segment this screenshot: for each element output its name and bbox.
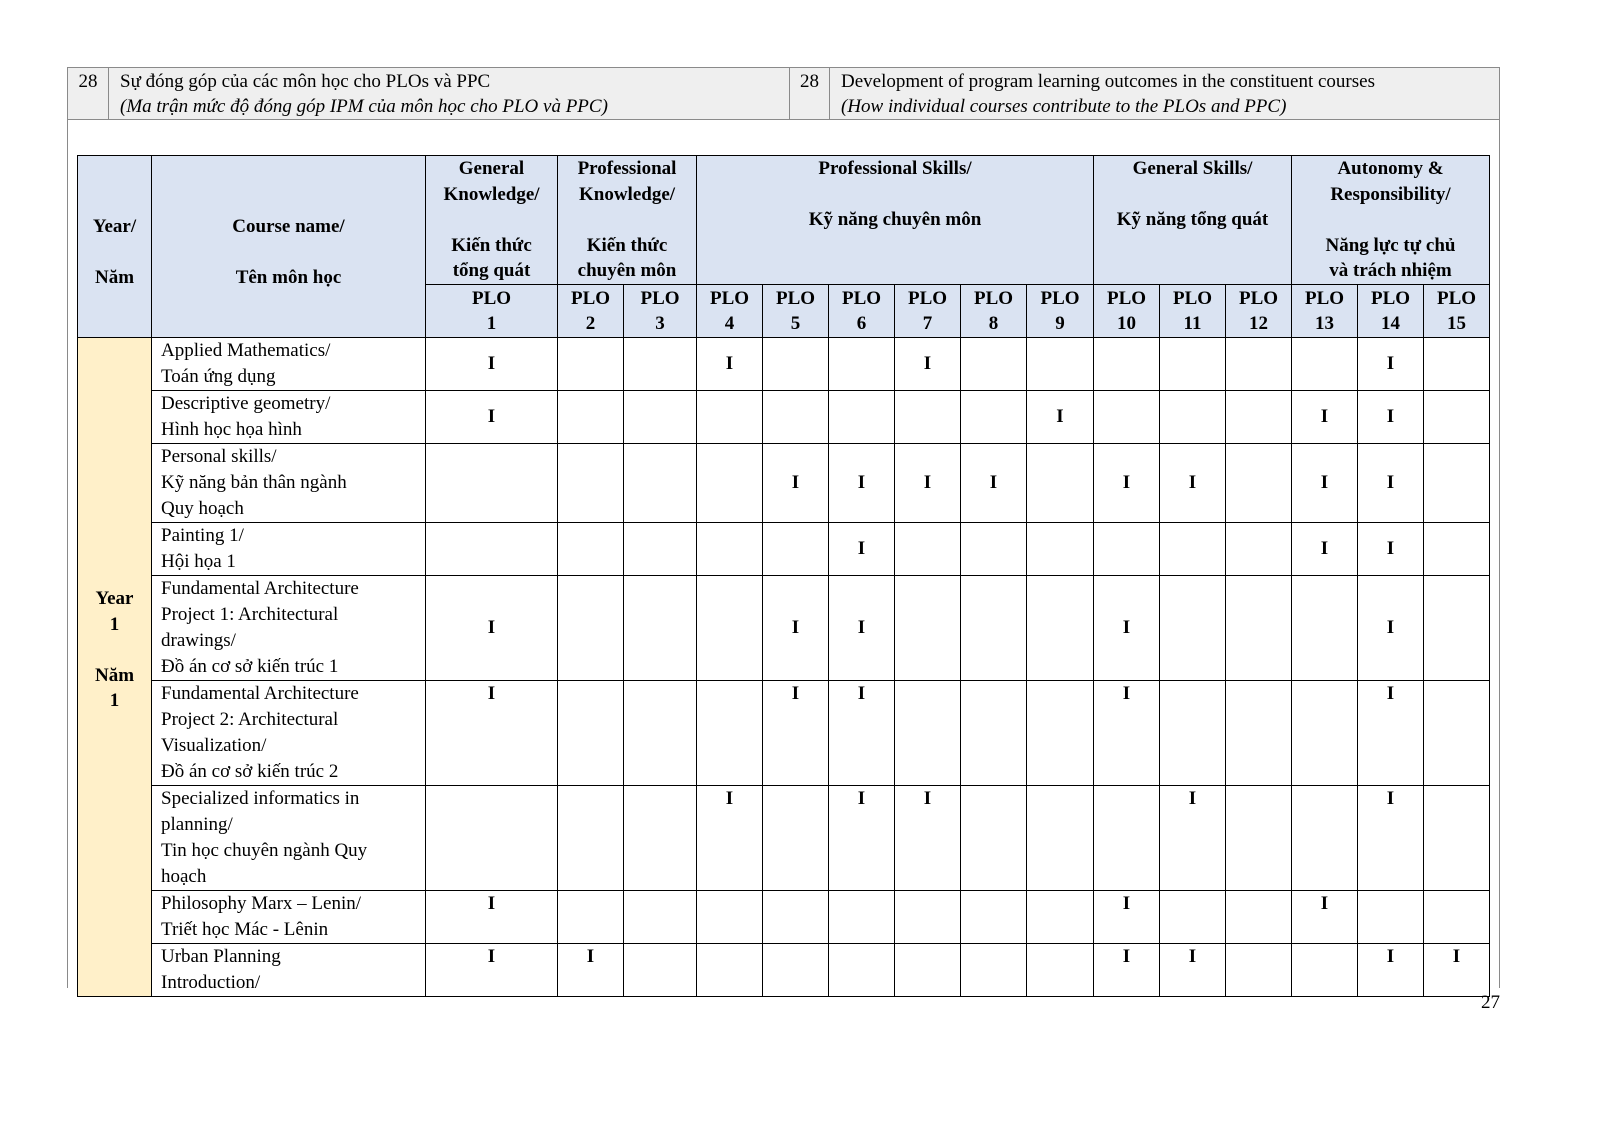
section-subtitle-vi: (Ma trận mức độ đóng góp IPM của môn học cho PLO và PPC) <box>120 96 608 117</box>
plo-11-mark: I <box>1160 944 1226 997</box>
plo-7-mark <box>895 944 961 997</box>
course-name <box>152 576 426 681</box>
text-line: tổng quát <box>452 260 531 281</box>
plo-5-mark: I <box>763 576 829 681</box>
plo-2-mark <box>558 681 624 786</box>
text-line: Kiến thức <box>451 234 532 256</box>
year-1-cell <box>78 338 152 997</box>
plo-number: 12 <box>1249 313 1268 334</box>
text-line <box>1094 182 1291 208</box>
text-line: General <box>458 158 525 179</box>
plo-14-mark <box>1358 891 1424 944</box>
plo-3-mark <box>624 944 697 997</box>
plo-5-mark: I <box>763 444 829 523</box>
plo-number: 15 <box>1447 313 1466 334</box>
plo-10-mark: I <box>1094 944 1160 997</box>
plo-15-header <box>1424 285 1490 338</box>
text-line <box>426 207 557 233</box>
plo-11-mark <box>1160 523 1226 576</box>
plo-number: 11 <box>1183 313 1202 334</box>
plo-number: 13 <box>1315 313 1334 334</box>
plo-1-mark <box>426 444 558 523</box>
course-name <box>152 786 426 891</box>
year-column-header <box>78 156 152 338</box>
course-row <box>78 944 1490 997</box>
plo-5-mark: I <box>763 681 829 786</box>
plo-7-mark <box>895 891 961 944</box>
plo-2-mark <box>558 891 624 944</box>
plo-10-mark <box>1094 523 1160 576</box>
course-column-header <box>152 156 426 338</box>
plo-2-mark <box>558 576 624 681</box>
plo-9-mark <box>1027 891 1094 944</box>
plo-6-mark <box>829 391 895 444</box>
plo-1-mark <box>426 786 558 891</box>
group-autonomy-responsibility-header <box>1292 156 1490 285</box>
course-name-line: Toán ứng dụng <box>161 366 276 387</box>
course-name-line: drawings/ <box>161 630 236 651</box>
plo-15-mark <box>1424 681 1490 786</box>
plo-11-mark: I <box>1160 444 1226 523</box>
plo-12-mark <box>1226 338 1292 391</box>
course-row <box>78 786 1490 891</box>
plo-13-mark <box>1292 681 1358 786</box>
plo-number: 9 <box>1055 313 1065 334</box>
plo-10-mark: I <box>1094 681 1160 786</box>
plo-15-mark <box>1424 891 1490 944</box>
plo-12-mark <box>1226 681 1292 786</box>
course-name-line: Đồ án cơ sở kiến trúc 1 <box>161 656 339 677</box>
plo-number: 10 <box>1117 313 1136 334</box>
course-name-line: Urban Planning <box>161 946 281 967</box>
plo-13-mark <box>1292 338 1358 391</box>
plo-7-mark <box>895 523 961 576</box>
plo-4-mark <box>697 891 763 944</box>
plo-8-mark <box>961 338 1027 391</box>
plo-2-header <box>558 285 624 338</box>
course-name <box>152 944 426 997</box>
text-line <box>1292 207 1489 233</box>
course-name-line: hoạch <box>161 866 207 887</box>
plo-number: 3 <box>655 313 665 334</box>
course-row <box>78 681 1490 786</box>
text-line: 1 <box>109 613 120 635</box>
text-line: Autonomy & <box>1337 158 1444 179</box>
course-name-line: Project 1: Architectural <box>161 604 339 625</box>
course-name-line: Introduction/ <box>161 972 261 993</box>
group-professional-skills-header <box>697 156 1094 285</box>
plo-1-mark: I <box>426 944 558 997</box>
plo-5-mark <box>763 891 829 944</box>
plo-1-mark: I <box>426 891 558 944</box>
plo-13-mark <box>1292 786 1358 891</box>
plo-3-mark <box>624 523 697 576</box>
plo-number: 6 <box>856 313 867 334</box>
section-number-right-text: 28 <box>800 71 819 92</box>
plo-5-header <box>763 285 829 338</box>
plo-3-mark <box>624 891 697 944</box>
text-line: Course name/ <box>232 216 345 238</box>
plo-9-mark <box>1027 444 1094 523</box>
plo-14-mark: I <box>1358 944 1424 997</box>
plo-3-mark <box>624 444 697 523</box>
course-name-line: Fundamental Architecture <box>161 578 359 599</box>
plo-11-mark <box>1160 891 1226 944</box>
text-line: Kỹ năng chuyên môn <box>808 209 982 230</box>
plo-7-mark <box>895 576 961 681</box>
plo-8-header <box>961 285 1027 338</box>
plo-5-mark <box>763 523 829 576</box>
plo-9-mark <box>1027 681 1094 786</box>
section-title-right <box>830 68 1498 119</box>
plo-1-header <box>426 285 558 338</box>
plo-5-mark <box>763 944 829 997</box>
plo-2-mark: I <box>558 944 624 997</box>
plo-6-mark <box>829 891 895 944</box>
plo-3-mark <box>624 391 697 444</box>
plo-11-mark <box>1160 338 1226 391</box>
section-number-left-text: 28 <box>78 71 98 92</box>
plo-9-mark <box>1027 786 1094 891</box>
plo-8-mark: I <box>961 444 1027 523</box>
course-row <box>78 891 1490 944</box>
plo-12-mark <box>1226 891 1292 944</box>
plo-label: PLO <box>640 287 680 309</box>
text-line <box>697 182 1093 208</box>
plo-7-mark <box>895 391 961 444</box>
course-name-line: Hình học họa hình <box>161 419 302 440</box>
plo-13-mark <box>1292 576 1358 681</box>
plo-11-mark: I <box>1160 786 1226 891</box>
plo-4-mark <box>697 944 763 997</box>
plo-2-mark <box>558 444 624 523</box>
plo-6-header <box>829 285 895 338</box>
plo-12-mark <box>1226 444 1292 523</box>
plo-9-mark <box>1027 944 1094 997</box>
course-row <box>78 523 1490 576</box>
text-line: 1 <box>109 690 120 711</box>
plo-11-mark <box>1160 391 1226 444</box>
text-line: Tên môn học <box>235 267 342 289</box>
plo-1-mark: I <box>426 681 558 786</box>
plo-13-mark: I <box>1292 444 1358 523</box>
text-line: chuyên môn <box>577 260 677 281</box>
plo-12-mark <box>1226 786 1292 891</box>
plo-5-mark <box>763 338 829 391</box>
text-line: Năng lực tự chủ <box>1325 234 1456 256</box>
plo-number: 7 <box>922 313 933 334</box>
plo-11-mark <box>1160 681 1226 786</box>
text-line: Professional Skills/ <box>818 158 972 179</box>
section-subtitle-en: (How individual courses contribute to the PLOs and PPC) <box>841 96 1287 117</box>
plo-label: PLO <box>973 287 1014 309</box>
plo-label: PLO <box>1172 287 1213 309</box>
plo-13-mark: I <box>1292 391 1358 444</box>
plo-9-mark <box>1027 338 1094 391</box>
course-name-line: Fundamental Architecture <box>161 683 359 704</box>
plo-12-mark <box>1226 944 1292 997</box>
text-line: Year/ <box>92 216 137 238</box>
plo-6-mark: I <box>829 681 895 786</box>
plo-6-mark: I <box>829 786 895 891</box>
plo-14-mark: I <box>1358 523 1424 576</box>
plo-8-mark <box>961 681 1027 786</box>
page-number: 27 <box>1481 992 1500 1013</box>
plo-13-mark: I <box>1292 891 1358 944</box>
text-line: Năm <box>94 664 135 686</box>
plo-8-mark <box>961 391 1027 444</box>
plo-15-mark <box>1424 786 1490 891</box>
plo-1-mark <box>426 523 558 576</box>
header-row-groups <box>78 156 1490 285</box>
section-title-vi: Sự đóng góp của các môn học cho PLOs và PPC <box>120 71 491 92</box>
plo-3-mark <box>624 576 697 681</box>
course-name-line: Descriptive geometry/ <box>161 393 331 414</box>
plo-15-mark <box>1424 444 1490 523</box>
plo-8-mark <box>961 576 1027 681</box>
plo-label: PLO <box>1106 287 1147 309</box>
text-line <box>78 240 151 266</box>
plo-13-mark <box>1292 944 1358 997</box>
plo-14-mark: I <box>1358 681 1424 786</box>
plo-10-mark: I <box>1094 576 1160 681</box>
plo-6-mark <box>829 944 895 997</box>
text-line <box>78 637 151 663</box>
course-name-line: Kỹ năng bản thân ngành <box>161 472 347 493</box>
plo-number: 8 <box>988 313 999 334</box>
course-name-line: Specialized informatics in <box>161 788 360 809</box>
plo-6-mark: I <box>829 523 895 576</box>
plo-10-mark <box>1094 391 1160 444</box>
course-name-line: Đồ án cơ sở kiến trúc 2 <box>161 761 339 782</box>
plo-8-mark <box>961 944 1027 997</box>
group-general-skills-header <box>1094 156 1292 285</box>
course-name-line: Tin học chuyên ngành Quy <box>161 840 368 861</box>
plo-label: PLO <box>471 287 512 309</box>
text-line: Kiến thức <box>586 234 668 256</box>
course-name-line: Painting 1/ <box>161 525 244 546</box>
plo-label: PLO <box>1370 287 1411 309</box>
plo-2-mark <box>558 338 624 391</box>
plo-10-mark: I <box>1094 891 1160 944</box>
plo-15-mark <box>1424 391 1490 444</box>
plo-label: PLO <box>841 287 882 309</box>
plo-2-mark <box>558 391 624 444</box>
plo-15-mark: I <box>1424 944 1490 997</box>
course-name <box>152 891 426 944</box>
plo-number: 5 <box>790 313 801 334</box>
plo-12-mark <box>1226 576 1292 681</box>
plo-3-mark <box>624 681 697 786</box>
plo-12-mark <box>1226 391 1292 444</box>
plo-11-header <box>1160 285 1226 338</box>
group-general-knowledge-header <box>426 156 558 285</box>
plo-1-mark: I <box>426 576 558 681</box>
plo-8-mark <box>961 523 1027 576</box>
course-name <box>152 391 426 444</box>
plo-number: 2 <box>585 313 596 334</box>
plo-7-mark: I <box>895 786 961 891</box>
plo-4-mark: I <box>697 786 763 891</box>
plo-4-mark <box>697 391 763 444</box>
plo-number: 14 <box>1381 313 1400 334</box>
text-line <box>558 207 696 233</box>
text-line: General Skills/ <box>1132 158 1253 179</box>
plo-label: PLO <box>1304 287 1345 309</box>
plo-9-mark <box>1027 576 1094 681</box>
plo-13-mark: I <box>1292 523 1358 576</box>
plo-number: 4 <box>724 313 735 334</box>
plo-13-header <box>1292 285 1358 338</box>
plo-label: PLO <box>775 287 816 309</box>
text-line: Knowledge/ <box>578 183 676 205</box>
course-name <box>152 338 426 391</box>
plo-3-mark <box>624 786 697 891</box>
section-number-left <box>68 68 109 119</box>
course-name-line: Visualization/ <box>161 735 267 756</box>
course-name <box>152 523 426 576</box>
section-title-en: Development of program learning outcomes in the constituent courses <box>841 71 1375 92</box>
course-name <box>152 444 426 523</box>
plo-1-mark: I <box>426 338 558 391</box>
plo-label: PLO <box>907 287 948 309</box>
plo-7-header <box>895 285 961 338</box>
course-name <box>152 681 426 786</box>
section-title-left <box>109 68 789 119</box>
text-line: Professional <box>577 158 677 179</box>
course-name-line: Project 2: Architectural <box>161 709 339 730</box>
plo-5-mark <box>763 391 829 444</box>
plo-14-mark: I <box>1358 786 1424 891</box>
course-row <box>78 338 1490 391</box>
plo-3-header <box>624 285 697 338</box>
text-line: Knowledge/ <box>443 183 540 205</box>
plo-14-mark: I <box>1358 391 1424 444</box>
plo-6-mark: I <box>829 444 895 523</box>
course-row <box>78 444 1490 523</box>
section-header <box>67 67 1500 120</box>
plo-15-mark <box>1424 523 1490 576</box>
plo-number: 1 <box>486 313 497 334</box>
plo-6-mark <box>829 338 895 391</box>
plo-8-mark <box>961 786 1027 891</box>
plo-2-mark <box>558 786 624 891</box>
course-row <box>78 391 1490 444</box>
section-number-right <box>789 68 830 119</box>
plo-14-header <box>1358 285 1424 338</box>
plo-1-mark: I <box>426 391 558 444</box>
plo-15-mark <box>1424 338 1490 391</box>
plo-10-mark <box>1094 338 1160 391</box>
text-line: Year <box>95 588 134 609</box>
plo-10-mark: I <box>1094 444 1160 523</box>
plo-9-mark: I <box>1027 391 1094 444</box>
plo-11-mark <box>1160 576 1226 681</box>
course-name-line: Applied Mathematics/ <box>161 340 331 361</box>
plo-4-header <box>697 285 763 338</box>
text-line: Năm <box>94 267 135 289</box>
course-name-line: Personal skills/ <box>161 446 277 467</box>
plo-6-mark: I <box>829 576 895 681</box>
plo-7-mark <box>895 681 961 786</box>
plo-label: PLO <box>709 287 750 309</box>
text-line: Kỹ năng tổng quát <box>1116 209 1269 230</box>
plo-8-mark <box>961 891 1027 944</box>
course-name-line: Triết học Mác - Lênin <box>161 919 329 940</box>
plo-2-mark <box>558 523 624 576</box>
plo-label: PLO <box>1238 287 1279 309</box>
plo-contribution-matrix <box>77 155 1490 997</box>
plo-10-mark <box>1094 786 1160 891</box>
plo-4-mark: I <box>697 338 763 391</box>
text-line <box>152 240 425 266</box>
plo-7-mark: I <box>895 444 961 523</box>
plo-7-mark: I <box>895 338 961 391</box>
plo-3-mark <box>624 338 697 391</box>
plo-12-header <box>1226 285 1292 338</box>
group-professional-knowledge-header <box>558 156 697 285</box>
plo-label: PLO <box>1040 287 1080 309</box>
text-line: và trách nhiệm <box>1329 260 1452 281</box>
plo-9-header <box>1027 285 1094 338</box>
course-row <box>78 576 1490 681</box>
plo-label: PLO <box>1436 287 1477 309</box>
plo-label: PLO <box>570 287 611 309</box>
plo-9-mark <box>1027 523 1094 576</box>
course-name-line: Hội họa 1 <box>161 551 236 572</box>
course-name-line: planning/ <box>161 814 233 835</box>
plo-14-mark: I <box>1358 338 1424 391</box>
plo-14-mark: I <box>1358 576 1424 681</box>
plo-4-mark <box>697 576 763 681</box>
plo-5-mark <box>763 786 829 891</box>
plo-14-mark: I <box>1358 444 1424 523</box>
plo-4-mark <box>697 444 763 523</box>
plo-12-mark <box>1226 523 1292 576</box>
plo-4-mark <box>697 681 763 786</box>
plo-4-mark <box>697 523 763 576</box>
course-name-line: Quy hoạch <box>161 498 244 519</box>
course-name-line: Philosophy Marx – Lenin/ <box>161 893 362 914</box>
plo-10-header <box>1094 285 1160 338</box>
text-line: Responsibility/ <box>1330 183 1451 205</box>
plo-15-mark <box>1424 576 1490 681</box>
